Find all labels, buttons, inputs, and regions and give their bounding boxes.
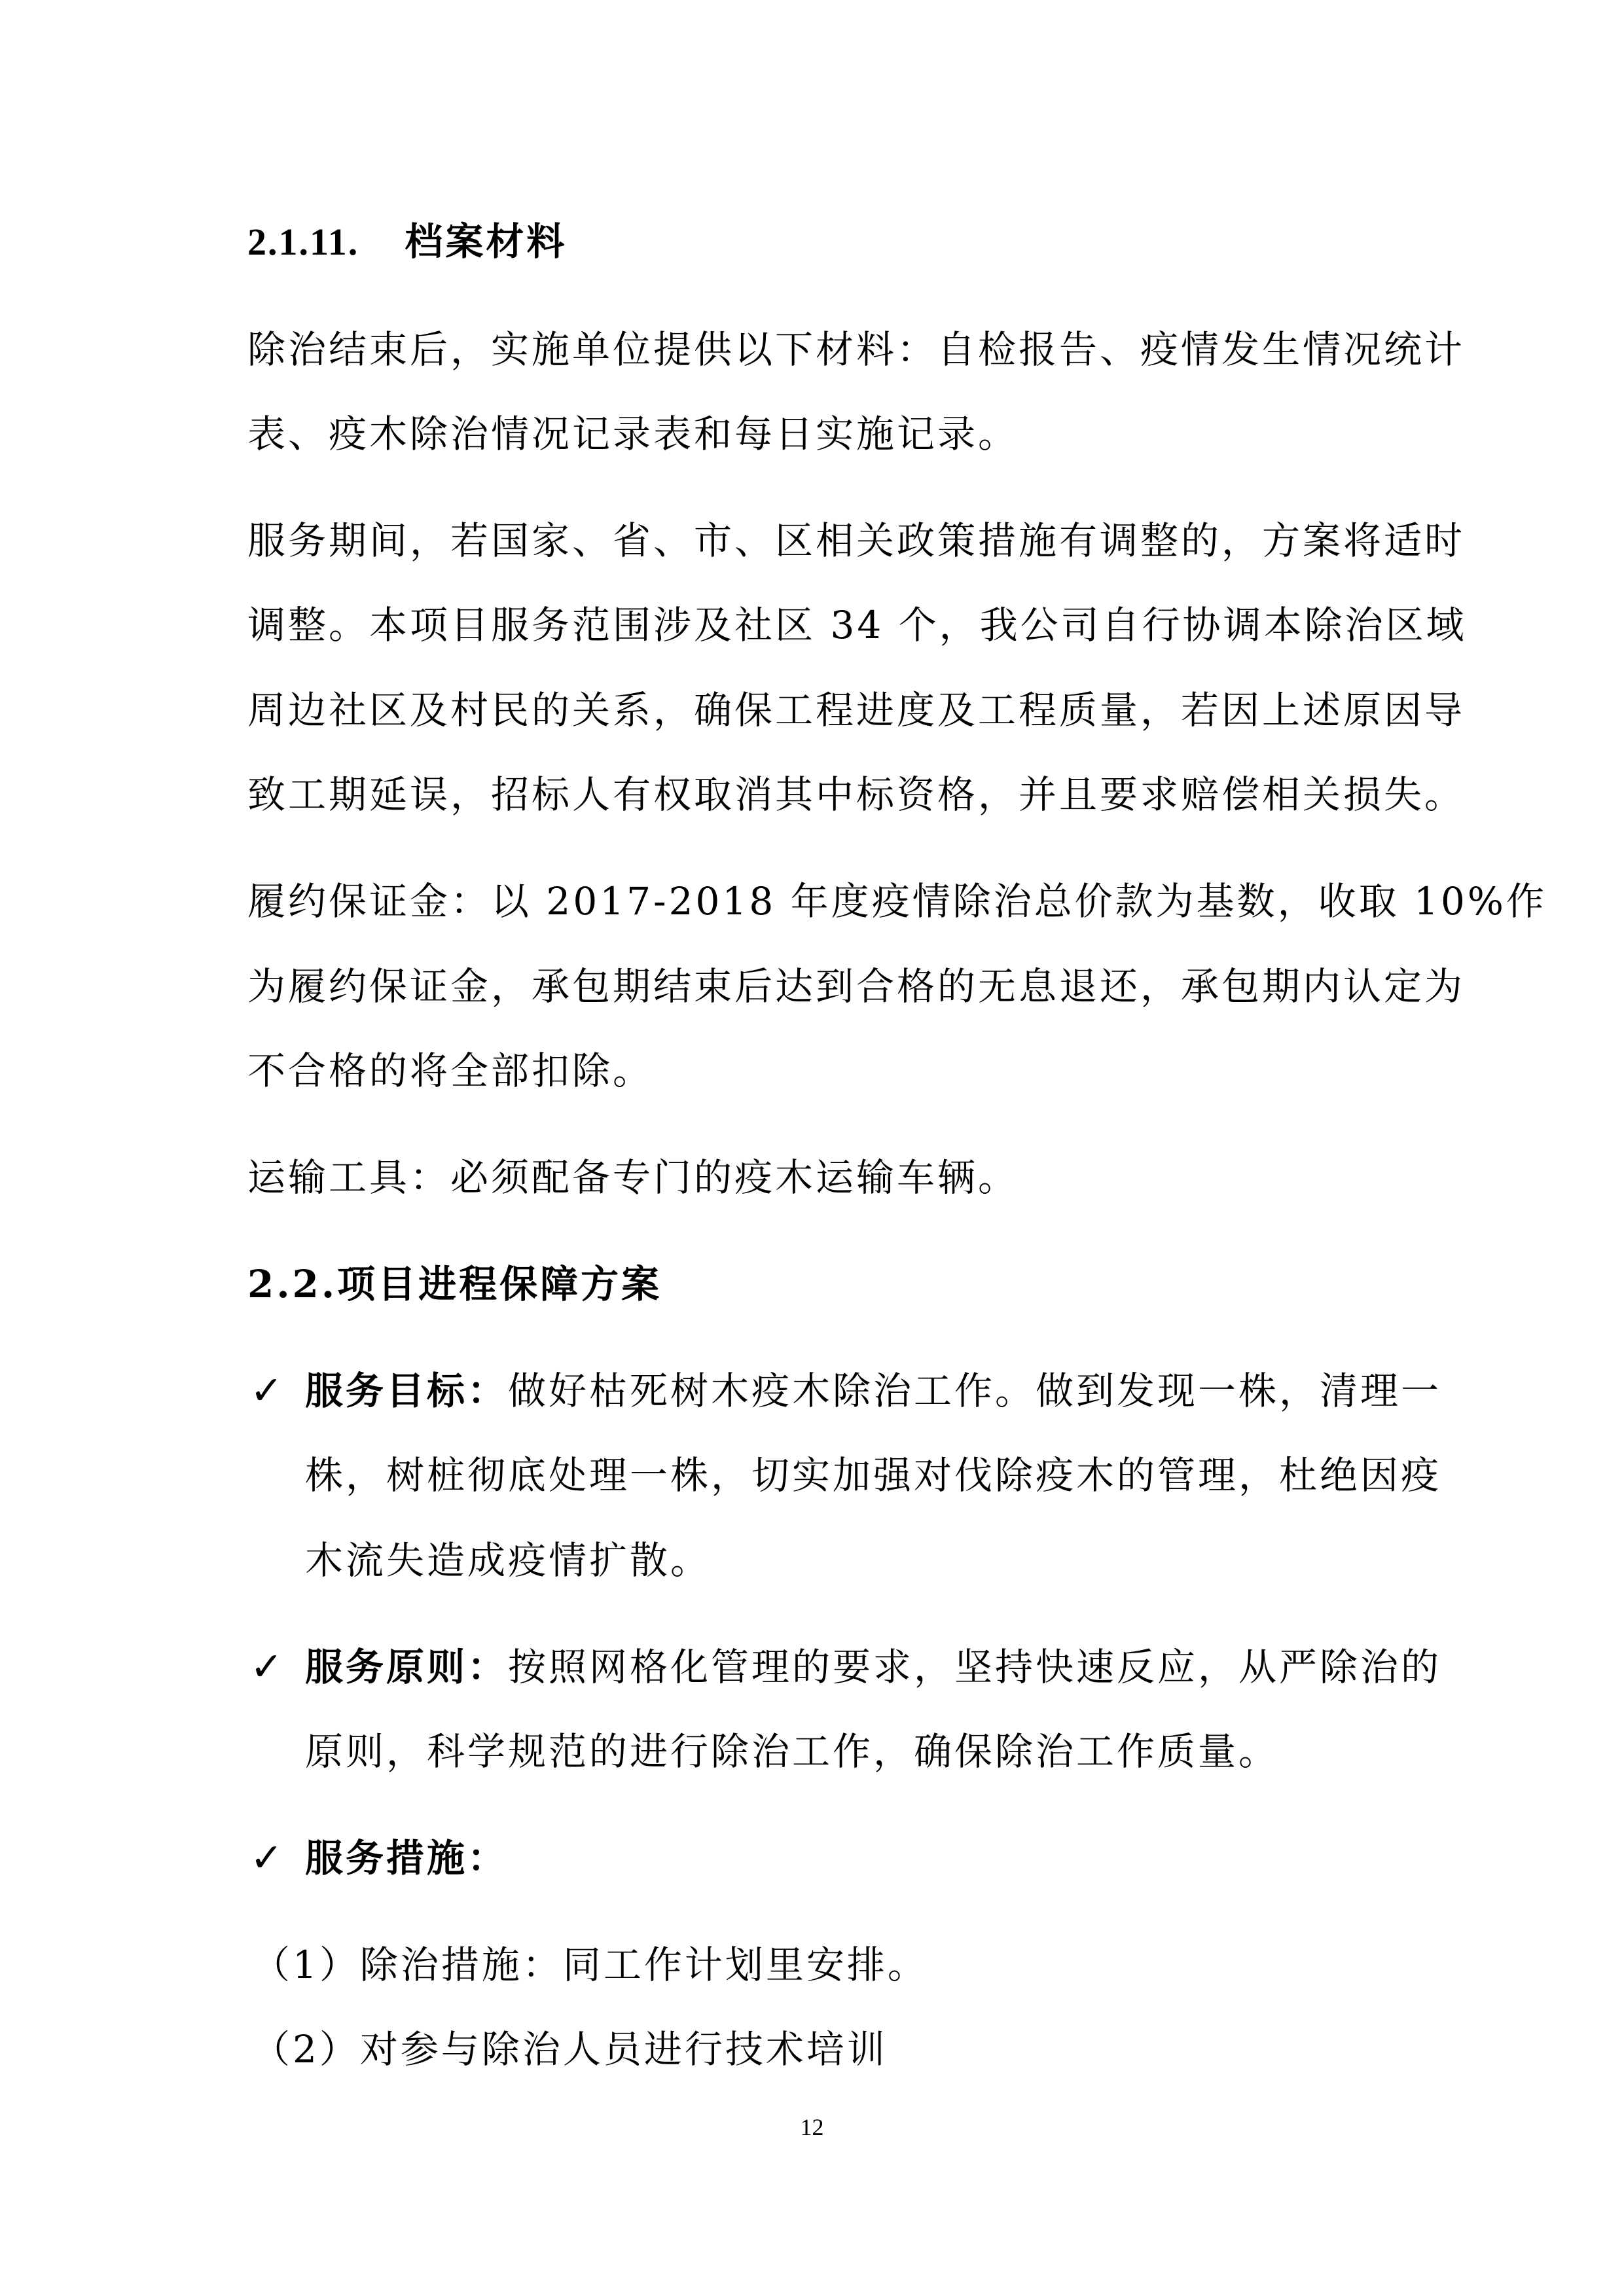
paragraph-line: 为履约保证金，承包期结束后达到合格的无息退还，承包期内认定为 xyxy=(247,964,1466,1009)
paragraph-line: 表、疫木除治情况记录表和每日实施记录。 xyxy=(247,412,1019,456)
bullet-label: 服务原则： xyxy=(305,1645,509,1689)
bullet-label: 服务目标： xyxy=(305,1369,509,1413)
paragraph-line: 周边社区及村民的关系，确保工程进度及工程质量，若因上述原因导 xyxy=(247,688,1466,732)
measure-item: （1）除治措施：同工作计划里安排。 xyxy=(252,1943,928,1987)
paragraph-line: 致工期延误，招标人有权取消其中标资格，并且要求赔偿相关损失。 xyxy=(247,772,1466,817)
paragraph-line: 不合格的将全部扣除。 xyxy=(247,1049,654,1093)
section-title: 档案材料 xyxy=(405,219,568,264)
bullet-text: 按照网格化管理的要求，坚持快速反应，从严除治的 xyxy=(508,1645,1442,1689)
paragraph-line: 运输工具：必须配备专门的疫木运输车辆。 xyxy=(247,1155,1019,1200)
paragraph-line: 履约保证金：以 2017-2018 年度疫情除治总价款为基数，收取 10%作 xyxy=(247,879,1547,924)
bullet-text-line: 株，树桩彻底处理一株，切实加强对伐除疫木的管理，杜绝因疫 xyxy=(305,1453,1442,1498)
paragraph-line: 调整。本项目服务范围涉及社区 34 个，我公司自行协调本除治区域 xyxy=(247,603,1467,647)
section-heading xyxy=(247,218,567,266)
paragraph-line: 服务期间，若国家、省、市、区相关政策措施有调整的，方案将适时 xyxy=(247,518,1466,563)
subsection-heading: 2.2.项目进程保障方案 xyxy=(247,1262,662,1306)
bullet-text-line: 木流失造成疫情扩散。 xyxy=(305,1538,712,1583)
paragraph-line: 除治结束后，实施单位提供以下材料：自检报告、疫情发生情况统计 xyxy=(247,327,1466,372)
page-number: 12 xyxy=(800,2114,824,2140)
bullet-item xyxy=(305,1643,1441,1691)
section-number: 2.1.11. xyxy=(247,221,359,263)
measure-item: （2）对参与除治人员进行技术培训 xyxy=(252,2027,888,2072)
bullet-item xyxy=(305,1367,1441,1414)
checkmark-icon: ✓ xyxy=(250,1644,283,1690)
bullet-text-line: 原则，科学规范的进行除治工作，确保除治工作质量。 xyxy=(305,1729,1280,1774)
bullet-label: 服务措施： xyxy=(305,1836,509,1880)
checkmark-icon: ✓ xyxy=(250,1368,283,1414)
bullet-text: 做好枯死树木疫木除治工作。做到发现一株，清理一 xyxy=(508,1369,1442,1413)
checkmark-icon: ✓ xyxy=(250,1835,283,1881)
